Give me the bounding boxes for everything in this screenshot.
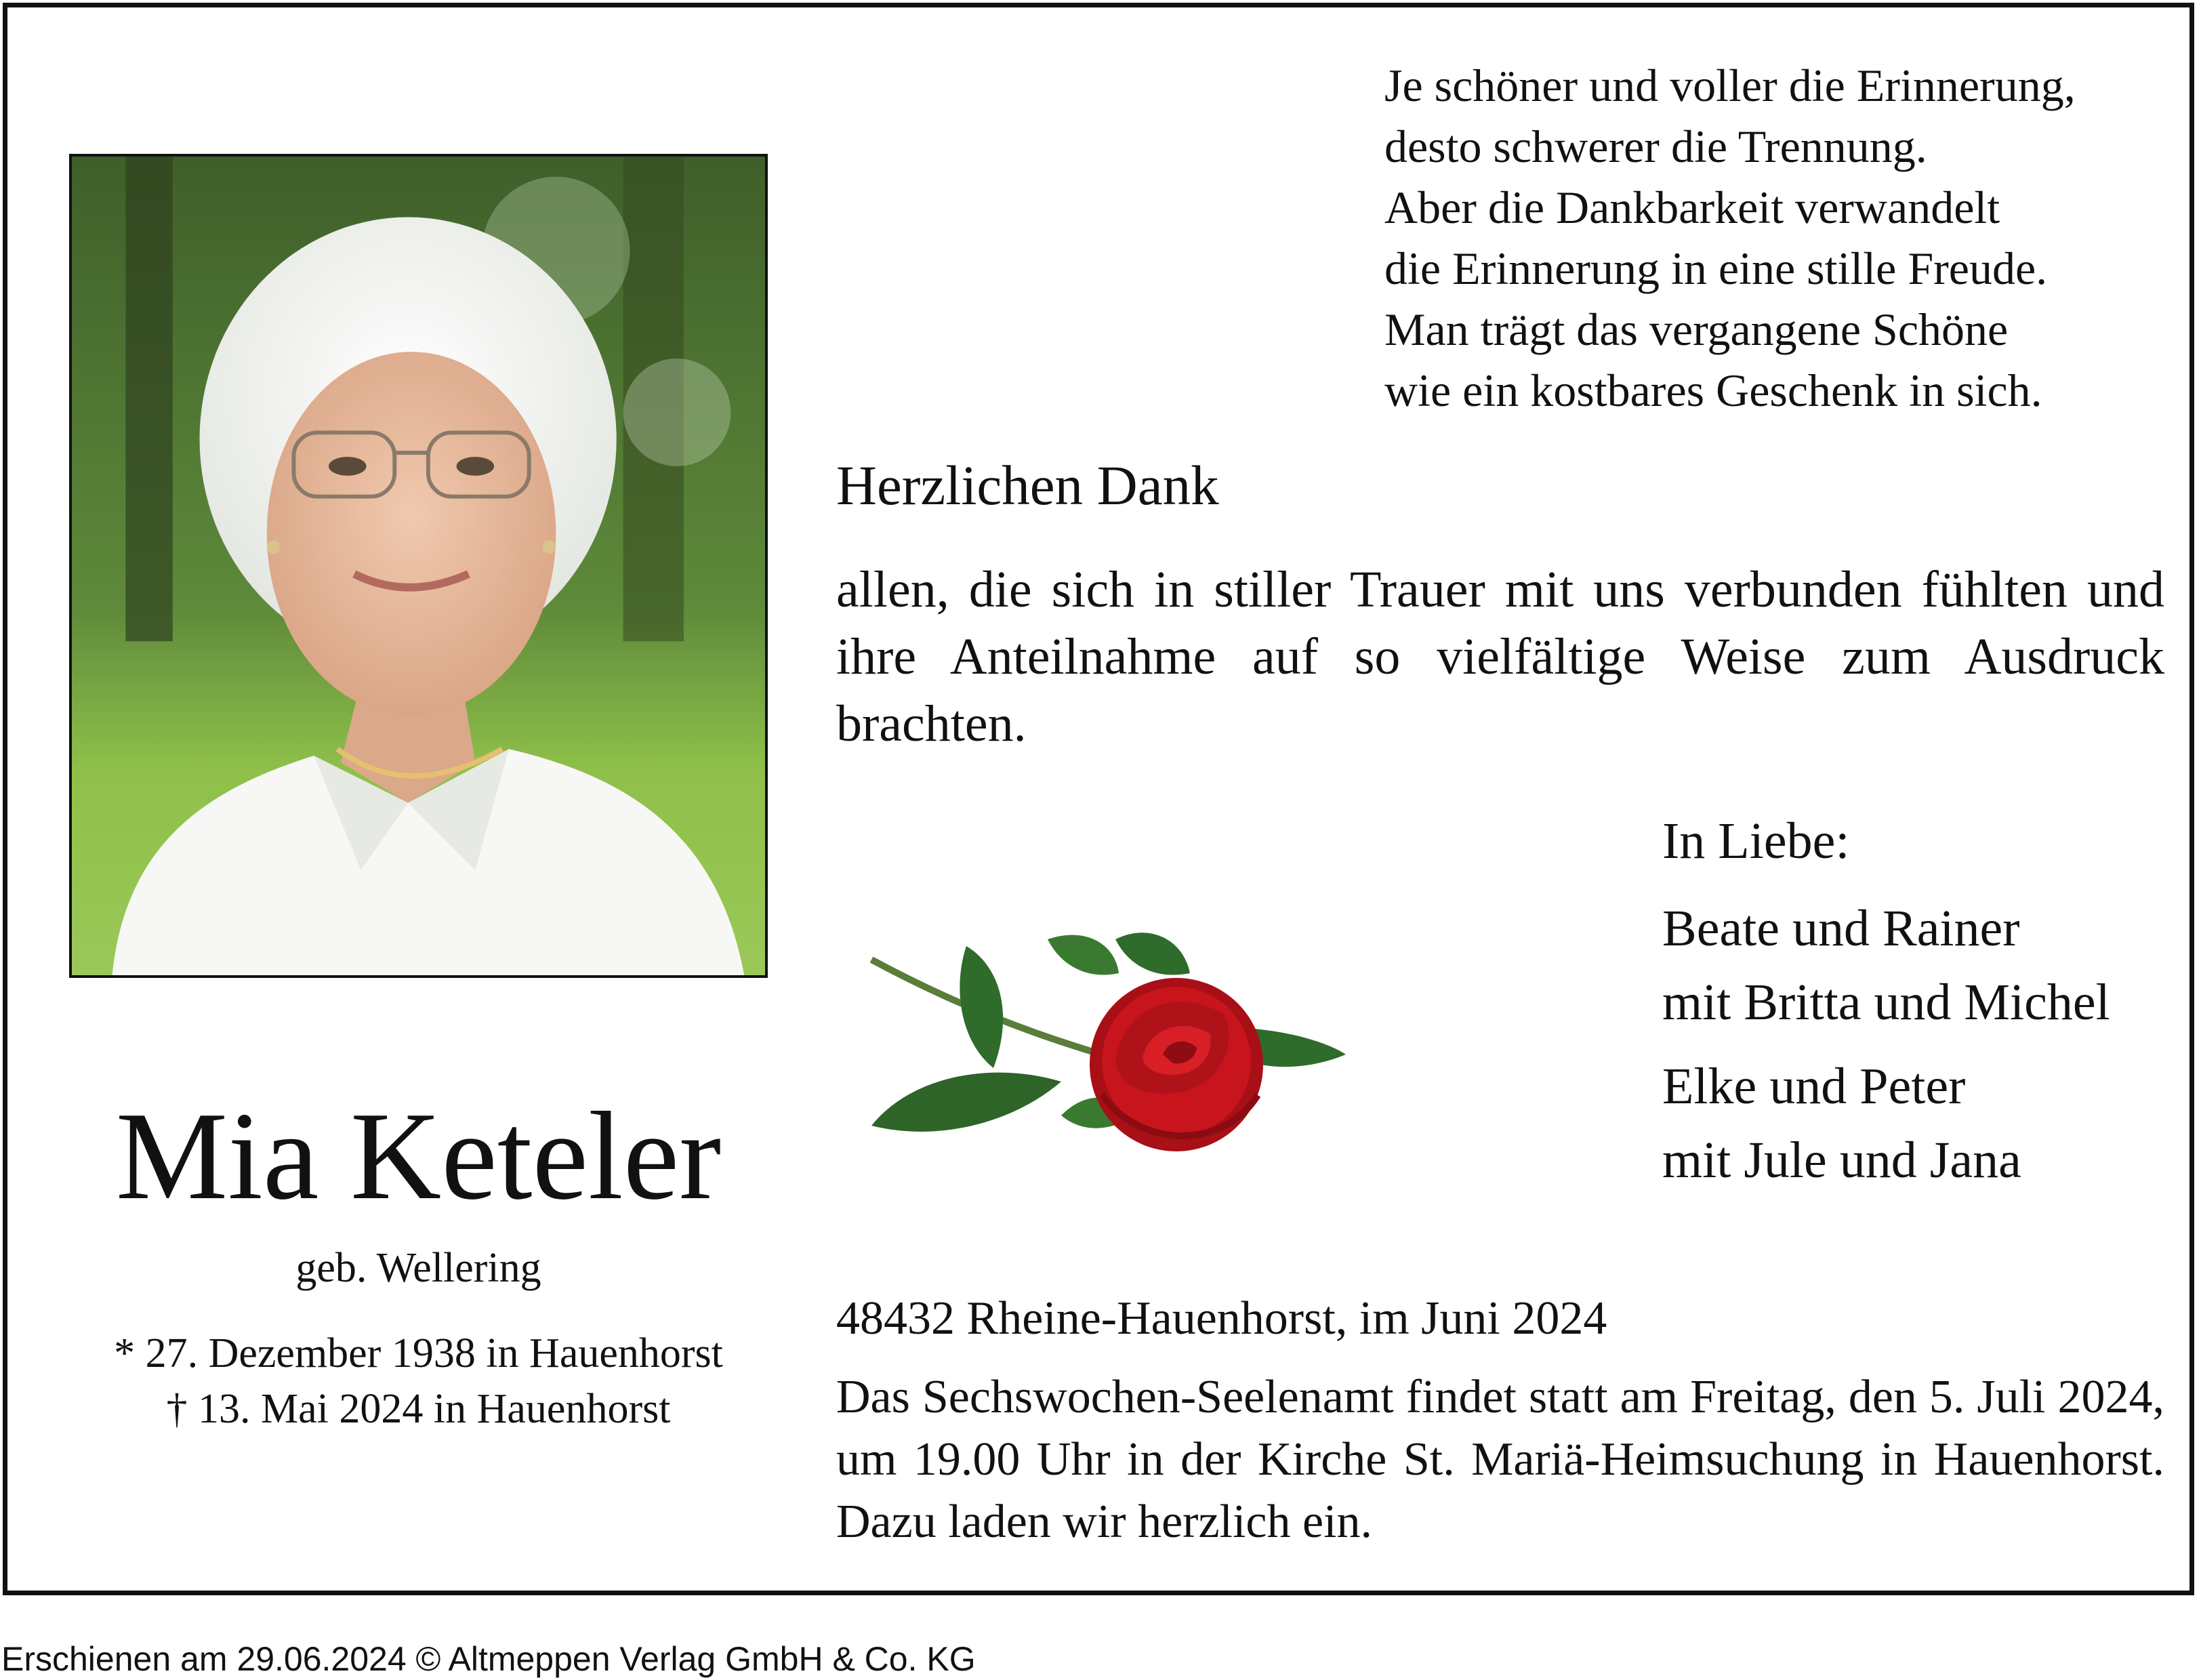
thanks-text: allen, die sich in stiller Trauer mit uns verbunden fühlten und ihre Anteilnahme auf so vielfältige Weise zum Ausdruck brachten. (836, 561, 2164, 752)
poem-line: die Erinnerung in eine stille Freude. (1384, 243, 2048, 294)
mourner-line: Beate und Rainer (1662, 900, 2020, 957)
mourner-line: mit Jule und Jana (1662, 1132, 2021, 1189)
mourner-group (1662, 892, 2198, 1040)
mourner-line: Elke und Peter (1662, 1058, 1966, 1115)
rose-illustration (858, 926, 1366, 1170)
poem-line: desto schwerer die Trennung. (1384, 121, 1927, 172)
life-dates (69, 1326, 768, 1437)
mourner-line: mit Britta und Michel (1662, 974, 2110, 1031)
death-date: † 13. Mai 2024 in Hauenhorst (166, 1386, 671, 1432)
poem-line: Je schöner und voller die Erinnerung, (1384, 60, 2076, 111)
poem-line: Aber die Dankbarkeit verwandelt (1384, 182, 2000, 233)
poem-line: Man trägt das vergangene Schöne (1384, 304, 2009, 355)
mourners-label: In Liebe: (1662, 813, 1850, 869)
memorial-poem (1384, 55, 2191, 421)
mourner-group (1662, 1050, 2198, 1197)
obituary-frame (3, 3, 2194, 1595)
poem-line: wie ein kostbares Geschenk in sich. (1384, 365, 2042, 416)
place-and-date: 48432 Rheine-Hauenhorst, im Juni 2024 (836, 1292, 1607, 1345)
portrait-photo (69, 154, 768, 978)
deceased-name: Mia Keteler (115, 1086, 722, 1226)
service-notice: Das Sechswochen-Seelenamt findet statt am Freitag, den 5. Juli 2024, um 19.00 Uhr in der Kirche St. Mariä-Heimsuchung in Hauenhorst. Dazu laden wir herzlich ein. (836, 1371, 2164, 1548)
rose-icon (858, 926, 1366, 1170)
thanks-heading: Herzlichen Dank (836, 454, 1219, 516)
birth-date: * 27. Dezember 1938 in Hauenhorst (114, 1330, 723, 1376)
publication-footer: Erschienen am 29.06.2024 © Altmeppen Verlag GmbH & Co. KG (1, 1640, 976, 1678)
mourners-block (1662, 807, 2198, 1208)
birth-name: geb. Wellering (295, 1245, 541, 1291)
portrait-image (72, 157, 765, 975)
